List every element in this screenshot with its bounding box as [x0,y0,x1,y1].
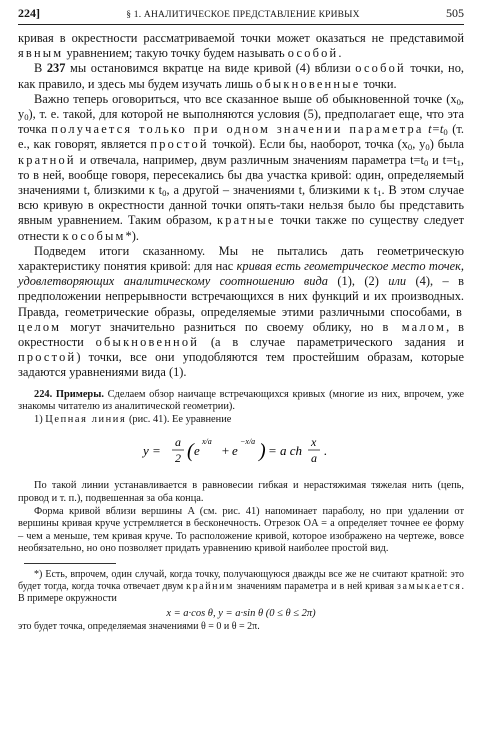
text-run: точки также по существу следует отнести к [18,213,464,243]
spaced-text: обыкновенные [255,76,361,91]
paragraph-chain: По такой линии устанавливается в равновесии гибкая и нерастяжимая тяжелая нить (цепь, провод и т. п.), подвешенная за оба конца. [18,480,464,505]
text-run: точки. [360,76,397,91]
text-run: , y [18,91,464,122]
right-paren: ) [259,440,266,463]
page-number: 505 [446,6,464,20]
reference-number: 237 [46,61,66,76]
text-run: ), т. е. такой, для которой не выполняются условия (5), предполагает еще, что эта точка [18,107,464,137]
subscript: 1 [377,188,382,199]
exponent-pos: x/a [202,437,212,447]
subscript: 1 [456,157,461,168]
left-paren: ( [187,440,194,463]
spaced-text: крайним [186,581,234,593]
spaced-text: обыкновенной [95,335,200,350]
section-heading: 224. Примеры. [34,388,104,400]
spaced-text: кратные [216,213,276,228]
subscript: 0 [24,112,29,123]
text-run: ) точки, все они уподобляются тем простейшим образам, которые задаются уравнениями вида (1). [18,350,464,380]
spaced-text: Цепная линия [45,413,127,425]
text-run: и отвечала, например, двум различным значениям параметра t=t [75,152,424,167]
text-run: Сделаем обзор наичаще встречающихся кривых (многие из них, впрочем, уже знакомы читателю из аналитической геометрии). [18,388,465,413]
spaced-text: явным [18,46,64,61]
book-page [18,6,464,633]
formula-frac-num: a [175,435,181,450]
circle-formula: x = a·cos θ, y = a·sin θ (0 ≤ θ ≤ 2π) [166,608,316,620]
text-run: (а в случае параметрического задания и [199,335,464,350]
footnote [18,569,464,605]
running-title: § 1. АНАЛИТИЧЕСКОЕ ПРЕДСТАВЛЕНИЕ КРИВЫХ [126,10,360,20]
section-number: 224] [18,6,40,20]
paragraph-examples-intro [18,389,464,414]
exp-base-1: e [194,443,200,459]
text-run: , то в ней, вообще говоря, пересекались бы два участка кривой: один, определяемый значениями t, близкими к t [18,152,464,198]
text-run: (рис. 41). Ее уравнение [126,413,232,425]
text-run: мы остановимся вкратце на виде кривой (4) вблизи [65,61,356,76]
text-run: значениям параметра и в ней кривая [234,581,397,593]
formula-lhs: y = [143,443,161,459]
text-run: . В примере окружности [18,581,464,605]
text-run: (т. е., как говорят, является [18,122,464,152]
paragraph-3 [18,92,464,244]
text-run: (1), (2) [327,274,389,289]
text-run: *) Есть, впрочем, один случай, когда точку, получающуюся дважды все же не считают кратной: это будет тогда, когда точка отвечает двум [18,569,464,593]
running-header [18,6,464,25]
exp-base-2: e [232,443,238,459]
subscript: 0 [456,96,461,107]
math-text: t=t [423,122,444,137]
subscript: 0 [407,142,413,153]
formula-frac-den: 2 [175,451,181,466]
spaced-text: особым [71,228,126,243]
spaced-text: особой. [287,46,344,61]
spaced-text: простой [18,350,77,365]
italic-definition: кривая есть геометрическое место точек, удовлетворяющих аналитическому соотношению вида [18,259,464,289]
rfrac-num: x [311,435,317,450]
item-number: 1) [34,413,46,425]
spaced-text: в малом [382,319,447,334]
text-run: точки, но, как правило, и здесь мы будем изучать лишь [18,61,464,91]
text-run: . В этом случае всю кривую в окрестности данной точки опять-таки нельзя было бы представить явным уравнением. Таким образом, [18,183,464,228]
footnote-end: это будет точка, определяемая значениями θ = 0 и θ = 2π. [18,621,260,633]
italic-text: или [388,274,407,289]
subscript: 0 [423,157,429,168]
text-run: Важно теперь оговориться, что все сказанное выше об обыкновенной точке (x [34,91,457,106]
text-run: кривая в окрестности рассматриваемой точки может оказаться не представимой [18,31,464,45]
paragraph-4 [18,244,464,381]
text-run: могут значительно разниться по своему облику, но [61,319,383,334]
subscript: 0 [162,188,167,199]
spaced-text: особой [355,61,406,76]
text-run: ) была [429,137,465,152]
formula-svg [141,430,341,472]
text-run: , y [412,137,426,152]
exponent-neg: −x/a [240,437,256,447]
text-run: уравнением; такую точку будем называть [63,46,288,61]
subscript: 0 [425,142,430,153]
paragraph-1 [18,31,464,61]
text-run: Подведем итоги сказанному. Мы не пытались дать геометрическую характеристику понятия кривой: для нас [18,243,464,274]
spaced-text: замыкается [396,581,462,593]
text-run: и t=t [428,152,457,167]
paragraph-shape: Форма кривой вблизи вершины A (см. рис. 41) напоминает параболу, но при удалении от вершины кривая круче устремляется в бесконечность. Отрезок OA = a определяет точнее ее форму – чем a меньше, тем кривая круче. То расположение кривой, которое изображено на чертеже, вовсе необязательно, но оно позволяет придать уравнению кривой наиболее простой вид. [18,505,464,555]
formula-rhs: = a ch [268,443,303,459]
rfrac-den: a [311,451,317,466]
spaced-text: простой [150,137,209,152]
spaced-text: кратной [18,152,76,167]
text-run: , в окрестности [18,319,465,350]
footnote-marker: *). [125,228,139,243]
subscript: 0 [443,127,448,138]
text-run: В [34,61,47,76]
spaced-text: в целом [18,304,464,334]
footnote-rule [24,563,116,564]
paragraph-catenary [18,414,464,427]
spaced-text: получается только при одном значении параметра [51,122,424,137]
text-run: , а другой – значениями t, близкими к t [166,183,378,198]
formula-end: . [324,443,328,459]
catenary-formula [18,430,464,476]
paragraph-2 [18,61,464,91]
plus-sign: + [221,443,230,459]
text-run: точкой). Если бы, наоборот, точка (x [208,137,408,152]
text-run: (4), – в предположении непрерывности встречающихся в них функций и их производных. Правда, геометрические образы, определяемые этими различными способами, [18,274,464,319]
